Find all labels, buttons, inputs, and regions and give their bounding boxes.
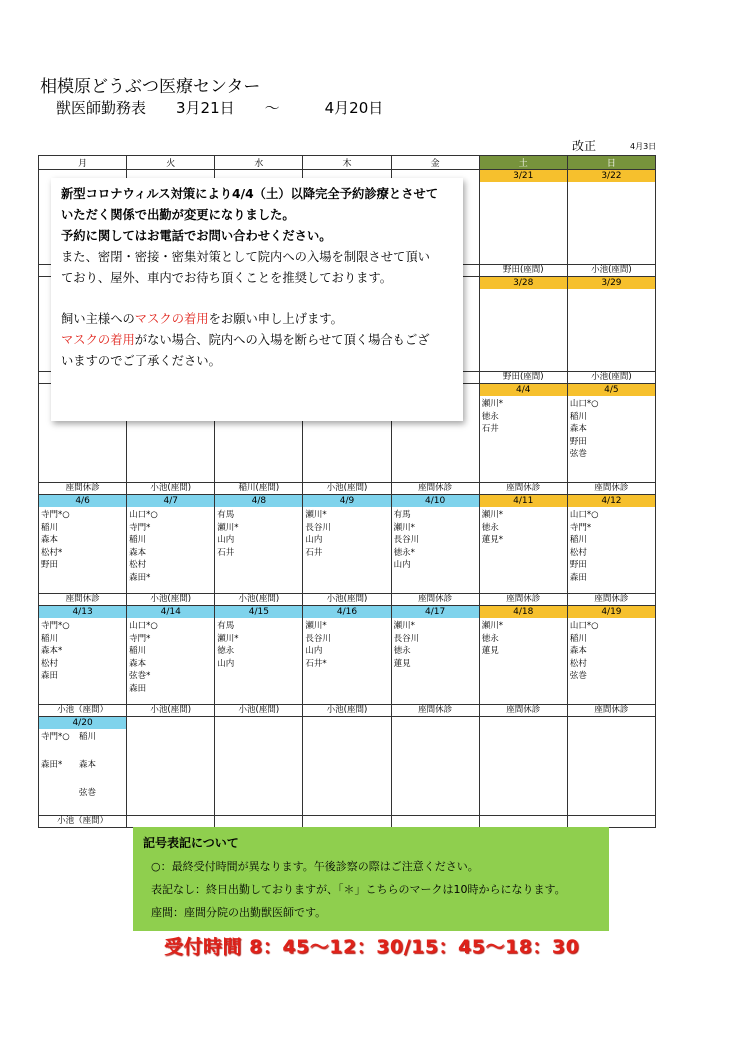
staff-name: 石井 bbox=[481, 424, 499, 435]
staff-name: 松村 bbox=[41, 658, 59, 669]
staff-name: 森本 bbox=[79, 760, 97, 770]
zama-branch-note: 稲川(座間) bbox=[215, 482, 302, 494]
notice-line: 新型コロナウィルス対策により4/4（土）以降完全予約診療とさせて bbox=[61, 187, 439, 201]
day-date: 4/13 bbox=[39, 606, 126, 618]
week-row bbox=[39, 606, 656, 717]
staff-name: 稲川 bbox=[79, 732, 97, 742]
covid-notice bbox=[51, 178, 463, 421]
staff-name: 瀬川* bbox=[481, 621, 503, 631]
day-cell bbox=[479, 384, 567, 495]
staff-name: 徳永* bbox=[393, 547, 415, 558]
staff-name: 弦巻* bbox=[129, 671, 151, 682]
zama-branch-note: 座間休診 bbox=[39, 482, 126, 494]
day-cell bbox=[567, 495, 655, 606]
staff-name: 蓮見 bbox=[481, 646, 499, 657]
legend-title: 記号表記について bbox=[143, 836, 239, 850]
staff-name: 徳永 bbox=[393, 646, 411, 657]
mask-highlight: マスクの着用 bbox=[134, 312, 209, 326]
staff-name: 稲川 bbox=[569, 411, 587, 422]
staff-name: 森田 bbox=[129, 683, 147, 694]
day-cell bbox=[215, 606, 303, 717]
notice-text: がない場合、院内への入場を断らせて頂く場合もござ bbox=[134, 333, 430, 347]
zama-branch-note: 小池(座間) bbox=[127, 593, 214, 605]
staff-name: 稲川 bbox=[41, 522, 59, 533]
staff-list bbox=[392, 507, 479, 593]
day-cell bbox=[567, 717, 655, 828]
day-cell bbox=[567, 277, 655, 384]
staff-name: 瀬川* bbox=[305, 510, 327, 520]
symbol-legend bbox=[133, 827, 609, 931]
day-date: 4/4 bbox=[480, 384, 567, 396]
zama-branch-note: 座間休診 bbox=[568, 482, 655, 494]
staff-name: 瀬川* bbox=[305, 621, 327, 631]
notice-text: 飼い主様への bbox=[61, 312, 135, 326]
day-cell bbox=[39, 606, 127, 717]
day-date bbox=[303, 717, 390, 729]
staff-name: 森田* bbox=[129, 572, 151, 583]
staff-name: 弦巻 bbox=[569, 671, 587, 682]
zama-branch-note: 座間休診 bbox=[480, 593, 567, 605]
day-cell bbox=[303, 495, 391, 606]
day-date: 4/12 bbox=[568, 495, 655, 507]
staff-name: 瀬川* bbox=[481, 399, 503, 409]
legend-row: ○：最終受付時間が異なります。午後診察の際はご注意ください。 bbox=[151, 860, 479, 873]
staff-name: 石井* bbox=[305, 658, 327, 669]
zama-branch-note bbox=[215, 815, 302, 827]
zama-branch-note bbox=[568, 815, 655, 827]
week-row bbox=[39, 717, 656, 828]
day-cell bbox=[127, 717, 215, 828]
staff-list bbox=[127, 507, 214, 593]
day-cell bbox=[391, 495, 479, 606]
staff-name: 森本 bbox=[41, 535, 59, 546]
zama-branch-note: 小池（座間） bbox=[39, 815, 126, 827]
day-date: 4/7 bbox=[127, 495, 214, 507]
zama-branch-note: 小池(座間) bbox=[215, 593, 302, 605]
staff-list bbox=[392, 729, 479, 815]
staff-name: 森本 bbox=[129, 547, 147, 558]
zama-branch-note: 小池(座間) bbox=[303, 482, 390, 494]
zama-branch-note: 野田(座間) bbox=[480, 264, 567, 276]
staff-name: 稲川 bbox=[41, 633, 59, 644]
staff-list bbox=[392, 618, 479, 704]
zama-branch-note: 小池(座間) bbox=[127, 482, 214, 494]
staff-name: 松村 bbox=[569, 658, 587, 669]
zama-branch-note: 座間休診 bbox=[392, 593, 479, 605]
staff-name: 徳永 bbox=[481, 411, 499, 422]
day-date: 3/28 bbox=[480, 277, 567, 289]
staff-name: 山口*○ bbox=[569, 510, 599, 520]
day-cell bbox=[479, 495, 567, 606]
staff-list bbox=[568, 182, 655, 264]
staff-list bbox=[568, 618, 655, 704]
day-date bbox=[568, 717, 655, 729]
day-cell bbox=[479, 606, 567, 717]
day-cell bbox=[303, 717, 391, 828]
day-cell bbox=[479, 170, 567, 277]
day-date: 4/8 bbox=[215, 495, 302, 507]
zama-branch-note: 小池(座間) bbox=[568, 264, 655, 276]
staff-name: 山口*○ bbox=[569, 399, 599, 409]
schedule-subtitle: 獣医師勤務表 3月21日 ～ 4月20日 bbox=[56, 99, 384, 117]
staff-list bbox=[303, 618, 390, 704]
reception-hours: 受付時間 8：45〜12：30/15：45〜18：30 bbox=[164, 936, 580, 958]
zama-branch-note bbox=[127, 815, 214, 827]
staff-name: 寺門* bbox=[569, 522, 592, 533]
day-date: 4/18 bbox=[480, 606, 567, 618]
day-date: 4/19 bbox=[568, 606, 655, 618]
weekday-tue: 火 bbox=[127, 156, 215, 170]
staff-name: 寺門* bbox=[129, 522, 151, 533]
staff-name: 徳永 bbox=[481, 633, 499, 644]
staff-name: 稲川 bbox=[129, 646, 147, 657]
staff-name: 松村* bbox=[41, 547, 63, 558]
day-date: 4/11 bbox=[480, 495, 567, 507]
zama-branch-note: 小池(座間) bbox=[303, 704, 390, 716]
staff-list bbox=[215, 507, 302, 593]
staff-list bbox=[39, 507, 126, 593]
day-date bbox=[215, 717, 302, 729]
day-cell bbox=[39, 495, 127, 606]
zama-branch-note: 小池(座間) bbox=[568, 371, 655, 383]
weekday-header-row bbox=[39, 156, 656, 170]
zama-branch-note: 座間休診 bbox=[480, 482, 567, 494]
staff-list bbox=[215, 729, 302, 815]
staff-name: 有馬 bbox=[393, 510, 411, 520]
day-date: 3/22 bbox=[568, 170, 655, 182]
day-date: 4/6 bbox=[39, 495, 126, 507]
staff-name: 山口*○ bbox=[569, 621, 599, 631]
staff-name: 瀬川* bbox=[217, 633, 239, 644]
staff-name: 森田 bbox=[569, 572, 587, 583]
day-date: 3/29 bbox=[568, 277, 655, 289]
staff-name bbox=[41, 787, 79, 815]
revision-label: 改正 bbox=[572, 139, 597, 153]
staff-name: 山内 bbox=[305, 646, 323, 657]
staff-name: 森田 bbox=[41, 671, 59, 682]
staff-name: 森本 bbox=[569, 424, 587, 435]
staff-list bbox=[568, 289, 655, 371]
legend-row: 座間：座間分院の出勤獣医師です。 bbox=[151, 906, 327, 919]
staff-name: 有馬 bbox=[217, 621, 235, 631]
weekday-wed: 水 bbox=[215, 156, 303, 170]
staff-name: 長谷川 bbox=[393, 535, 420, 546]
day-cell bbox=[39, 717, 127, 828]
weekday-thu: 木 bbox=[303, 156, 391, 170]
staff-name: 弦巻 bbox=[79, 788, 97, 798]
zama-branch-note: 座間休診 bbox=[39, 593, 126, 605]
zama-branch-note bbox=[392, 815, 479, 827]
day-cell bbox=[215, 495, 303, 606]
staff-list bbox=[303, 729, 390, 815]
day-date bbox=[480, 717, 567, 729]
staff-name: 徳永 bbox=[217, 646, 235, 657]
staff-name: 長谷川 bbox=[305, 522, 331, 533]
notice-text: をお願い申し上げます。 bbox=[208, 312, 343, 326]
staff-list bbox=[480, 618, 567, 704]
day-date bbox=[392, 717, 479, 729]
zama-branch-note: 小池（座間） bbox=[39, 704, 126, 716]
staff-list bbox=[480, 507, 567, 593]
staff-name: 瀬川* bbox=[393, 522, 415, 533]
staff-name: 森田* bbox=[41, 760, 63, 770]
staff-list bbox=[480, 396, 567, 482]
staff-list bbox=[39, 618, 126, 704]
day-date: 4/16 bbox=[303, 606, 390, 618]
staff-name: 石井 bbox=[217, 547, 235, 558]
staff-name: 瀬川* bbox=[481, 510, 503, 520]
zama-branch-note: 座間休診 bbox=[568, 593, 655, 605]
staff-name: 稲川 bbox=[129, 535, 147, 546]
zama-branch-note bbox=[303, 815, 390, 827]
zama-branch-note: 座間休診 bbox=[392, 704, 479, 716]
staff-name: 山内 bbox=[305, 535, 323, 546]
legend-row: 表記なし：終日出勤しておりますが、「＊」こちらのマークは10時からになります。 bbox=[151, 883, 566, 896]
notice-line: また、密閉・密接・密集対策として院内への入場を制限させて頂い bbox=[61, 250, 430, 264]
day-cell bbox=[303, 606, 391, 717]
staff-name: 瀬川* bbox=[217, 522, 239, 533]
staff-list bbox=[568, 729, 655, 815]
staff-name: 稲川 bbox=[569, 633, 587, 644]
staff-name: 山内 bbox=[217, 658, 235, 669]
weekday-fri: 金 bbox=[391, 156, 479, 170]
staff-list bbox=[480, 729, 567, 815]
staff-name: 野田 bbox=[569, 436, 587, 447]
zama-branch-note: 座間休診 bbox=[392, 482, 479, 494]
staff-name: 山口*○ bbox=[129, 510, 158, 520]
staff-list bbox=[215, 618, 302, 704]
mask-highlight: マスクの着用 bbox=[61, 333, 135, 347]
staff-list bbox=[39, 729, 126, 815]
staff-name: 森本 bbox=[569, 646, 587, 657]
staff-list bbox=[568, 507, 655, 593]
zama-branch-note: 座間休診 bbox=[568, 704, 655, 716]
day-date: 4/9 bbox=[303, 495, 390, 507]
day-cell bbox=[391, 606, 479, 717]
zama-branch-note: 小池(座間) bbox=[303, 593, 390, 605]
zama-branch-note bbox=[480, 815, 567, 827]
staff-list bbox=[303, 507, 390, 593]
day-cell bbox=[567, 170, 655, 277]
staff-name: 稲川 bbox=[569, 535, 587, 546]
staff-name: 瀬川* bbox=[393, 621, 415, 631]
staff-name: 寺門*○ bbox=[41, 732, 70, 742]
staff-list bbox=[480, 289, 567, 371]
day-date: 4/15 bbox=[215, 606, 302, 618]
staff-name: 森本 bbox=[129, 658, 147, 669]
zama-branch-note: 座間休診 bbox=[480, 704, 567, 716]
staff-name: 寺門* bbox=[129, 633, 151, 644]
day-cell bbox=[567, 606, 655, 717]
week-row bbox=[39, 495, 656, 606]
staff-name: 蓮見* bbox=[481, 535, 503, 546]
weekday-sat: 土 bbox=[479, 156, 567, 170]
staff-name: 松村 bbox=[129, 560, 147, 571]
day-date: 4/14 bbox=[127, 606, 214, 618]
day-date: 4/17 bbox=[392, 606, 479, 618]
staff-name: 有馬 bbox=[217, 510, 235, 520]
staff-name: 山内 bbox=[217, 535, 235, 546]
day-cell bbox=[391, 717, 479, 828]
notice-line: いますのでご了承ください。 bbox=[61, 354, 221, 368]
notice-line: ており、屋外、車内でお待ち頂くことを推奨しております。 bbox=[61, 271, 393, 285]
staff-name: 野田 bbox=[41, 560, 59, 571]
day-date: 4/20 bbox=[39, 717, 126, 729]
notice-line bbox=[61, 330, 453, 351]
day-date bbox=[127, 717, 214, 729]
zama-branch-note: 小池(座間) bbox=[127, 704, 214, 716]
staff-name: 長谷川 bbox=[393, 633, 420, 644]
staff-name: 松村 bbox=[569, 547, 587, 558]
staff-name: 山口*○ bbox=[129, 621, 158, 631]
day-date: 4/10 bbox=[392, 495, 479, 507]
staff-name: 石井 bbox=[305, 547, 323, 558]
day-cell bbox=[127, 495, 215, 606]
staff-name: 野田 bbox=[569, 560, 587, 571]
notice-line: 予約に関してはお電話でお問い合わせください。 bbox=[61, 229, 332, 243]
zama-branch-note: 野田(座間) bbox=[480, 371, 567, 383]
clinic-title: 相模原どうぶつ医療センター bbox=[40, 77, 261, 97]
staff-list bbox=[568, 396, 655, 482]
staff-name: 徳永 bbox=[481, 522, 499, 533]
staff-list bbox=[480, 182, 567, 264]
zama-branch-note: 小池(座間) bbox=[215, 704, 302, 716]
day-date: 3/21 bbox=[480, 170, 567, 182]
notice-line bbox=[61, 309, 453, 330]
staff-name: 森本* bbox=[41, 646, 63, 657]
staff-name: 寺門*○ bbox=[41, 510, 70, 520]
staff-name: 寺門*○ bbox=[41, 621, 70, 631]
staff-name: 弦巻 bbox=[569, 449, 587, 460]
staff-name: 蓮見 bbox=[393, 658, 411, 669]
day-cell bbox=[479, 277, 567, 384]
day-cell bbox=[215, 717, 303, 828]
weekday-mon: 月 bbox=[39, 156, 127, 170]
day-cell bbox=[479, 717, 567, 828]
weekday-sun: 日 bbox=[567, 156, 655, 170]
day-cell bbox=[567, 384, 655, 495]
staff-name: 山内 bbox=[393, 560, 411, 571]
notice-line: いただく関係で出勤が変更になりました。 bbox=[61, 208, 295, 222]
staff-list bbox=[127, 729, 214, 815]
day-cell bbox=[127, 606, 215, 717]
revision-date: 4月3日 bbox=[630, 142, 657, 151]
day-date: 4/5 bbox=[568, 384, 655, 396]
staff-list bbox=[127, 618, 214, 704]
staff-name: 長谷川 bbox=[305, 633, 331, 644]
